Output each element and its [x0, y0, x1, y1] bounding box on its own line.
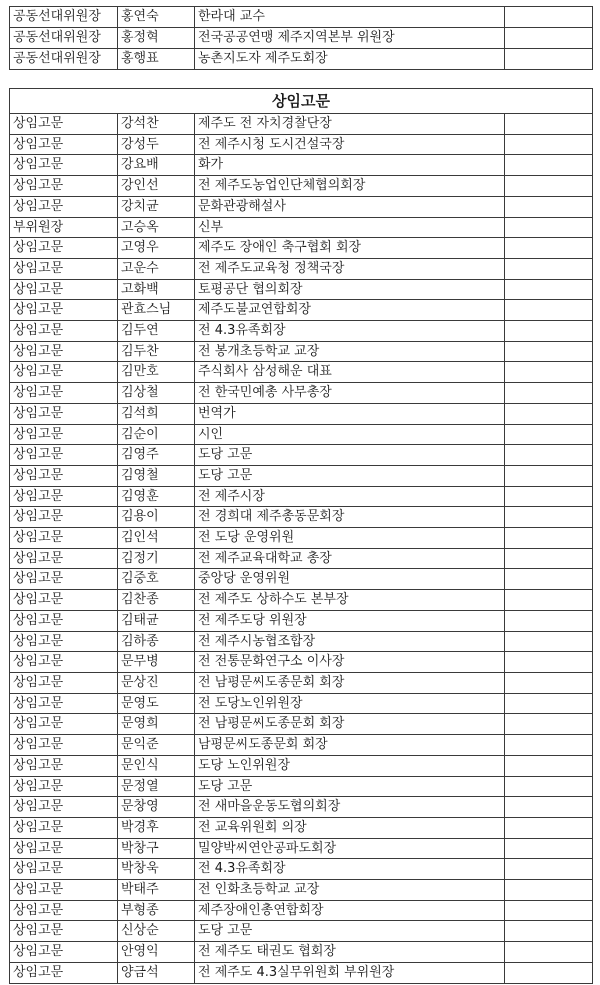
table-row — [10, 445, 593, 466]
name-cell: 김두찬 — [118, 341, 195, 362]
title-cell: 전 남평문씨도종문회 회장 — [195, 672, 505, 693]
note-cell — [505, 300, 593, 321]
name-cell: 신상순 — [118, 921, 195, 942]
name-cell: 박태주 — [118, 880, 195, 901]
role-cell: 상임고문 — [10, 548, 118, 569]
table-row — [10, 217, 593, 238]
table-row — [10, 921, 593, 942]
role-cell: 상임고문 — [10, 590, 118, 611]
title-cell: 전 전통문화연구소 이사장 — [195, 652, 505, 673]
note-cell — [505, 445, 593, 466]
role-cell: 공동선대위원장 — [10, 28, 118, 49]
note-cell — [505, 403, 593, 424]
name-cell: 김인석 — [118, 528, 195, 549]
name-cell: 박창욱 — [118, 859, 195, 880]
table-row — [10, 507, 593, 528]
table-row — [10, 714, 593, 735]
title-cell: 도당 고문 — [195, 921, 505, 942]
note-cell — [505, 507, 593, 528]
note-cell — [505, 383, 593, 404]
table-row — [10, 590, 593, 611]
table-row — [10, 652, 593, 673]
name-cell: 문영도 — [118, 693, 195, 714]
note-cell — [505, 797, 593, 818]
table-row — [10, 528, 593, 549]
name-cell: 김상철 — [118, 383, 195, 404]
note-cell — [505, 28, 593, 49]
name-cell: 김태균 — [118, 610, 195, 631]
section-header-row — [10, 89, 593, 114]
note-cell — [505, 714, 593, 735]
title-cell: 전국공공연맹 제주지역본부 위원장 — [195, 28, 505, 49]
title-cell: 전 한국민예총 사무총장 — [195, 383, 505, 404]
table-row — [10, 341, 593, 362]
advisors-table — [9, 88, 593, 984]
title-cell: 전 제주시농협조합장 — [195, 631, 505, 652]
role-cell: 상임고문 — [10, 134, 118, 155]
note-cell — [505, 548, 593, 569]
title-cell: 도당 노인위원장 — [195, 755, 505, 776]
note-cell — [505, 196, 593, 217]
table-row — [10, 755, 593, 776]
table-row — [10, 962, 593, 983]
name-cell: 강성두 — [118, 134, 195, 155]
top-table — [9, 6, 593, 70]
name-cell: 김용이 — [118, 507, 195, 528]
role-cell: 상임고문 — [10, 486, 118, 507]
role-cell: 상임고문 — [10, 465, 118, 486]
table-row — [10, 28, 593, 49]
name-cell: 강석찬 — [118, 114, 195, 135]
role-cell: 상임고문 — [10, 755, 118, 776]
role-cell: 상임고문 — [10, 238, 118, 259]
name-cell: 홍연숙 — [118, 7, 195, 28]
table-row — [10, 880, 593, 901]
title-cell: 도당 고문 — [195, 445, 505, 466]
table-row — [10, 279, 593, 300]
advisors-table-body — [10, 89, 593, 984]
table-row — [10, 49, 593, 70]
table-row — [10, 838, 593, 859]
title-cell: 전 4.3유족회장 — [195, 321, 505, 342]
table-row — [10, 859, 593, 880]
title-cell: 도당 고문 — [195, 465, 505, 486]
role-cell: 상임고문 — [10, 900, 118, 921]
table-row — [10, 672, 593, 693]
title-cell: 남평문씨도종문회 회장 — [195, 735, 505, 756]
role-cell: 상임고문 — [10, 403, 118, 424]
title-cell: 전 제주도 상하수도 본부장 — [195, 590, 505, 611]
title-cell: 화가 — [195, 155, 505, 176]
name-cell: 강치균 — [118, 196, 195, 217]
role-cell: 상임고문 — [10, 279, 118, 300]
table-row — [10, 134, 593, 155]
role-cell: 상임고문 — [10, 672, 118, 693]
note-cell — [505, 341, 593, 362]
title-cell: 전 도당 운영위원 — [195, 528, 505, 549]
role-cell: 상임고문 — [10, 776, 118, 797]
name-cell: 문익준 — [118, 735, 195, 756]
table-row — [10, 817, 593, 838]
title-cell: 번역가 — [195, 403, 505, 424]
role-cell: 상임고문 — [10, 652, 118, 673]
title-cell: 제주도 장애인 축구협회 회장 — [195, 238, 505, 259]
title-cell: 전 도당노인위원장 — [195, 693, 505, 714]
note-cell — [505, 838, 593, 859]
role-cell: 상임고문 — [10, 838, 118, 859]
name-cell: 김영훈 — [118, 486, 195, 507]
note-cell — [505, 362, 593, 383]
role-cell: 상임고문 — [10, 196, 118, 217]
note-cell — [505, 735, 593, 756]
name-cell: 문영희 — [118, 714, 195, 735]
role-cell: 상임고문 — [10, 693, 118, 714]
name-cell: 문상진 — [118, 672, 195, 693]
title-cell: 전 인화초등학교 교장 — [195, 880, 505, 901]
title-cell: 전 남평문씨도종문회 회장 — [195, 714, 505, 735]
name-cell: 김순이 — [118, 424, 195, 445]
role-cell: 상임고문 — [10, 424, 118, 445]
table-row — [10, 942, 593, 963]
role-cell: 상임고문 — [10, 300, 118, 321]
role-cell: 상임고문 — [10, 258, 118, 279]
title-cell: 신부 — [195, 217, 505, 238]
table-row — [10, 7, 593, 28]
note-cell — [505, 610, 593, 631]
table-row — [10, 155, 593, 176]
title-cell: 전 제주도농업인단체협의회장 — [195, 176, 505, 197]
title-cell: 전 봉개초등학교 교장 — [195, 341, 505, 362]
note-cell — [505, 155, 593, 176]
table-row — [10, 693, 593, 714]
title-cell: 전 새마을운동도협의회장 — [195, 797, 505, 818]
title-cell: 토평공단 협의회장 — [195, 279, 505, 300]
name-cell: 김정기 — [118, 548, 195, 569]
name-cell: 관효스님 — [118, 300, 195, 321]
note-cell — [505, 176, 593, 197]
role-cell: 상임고문 — [10, 341, 118, 362]
table-row — [10, 362, 593, 383]
role-cell: 상임고문 — [10, 507, 118, 528]
name-cell: 문인식 — [118, 755, 195, 776]
role-cell: 상임고문 — [10, 880, 118, 901]
name-cell: 김찬종 — [118, 590, 195, 611]
title-cell: 도당 고문 — [195, 776, 505, 797]
note-cell — [505, 238, 593, 259]
title-cell: 시인 — [195, 424, 505, 445]
role-cell: 상임고문 — [10, 942, 118, 963]
table-row — [10, 735, 593, 756]
note-cell — [505, 880, 593, 901]
role-cell: 상임고문 — [10, 962, 118, 983]
title-cell: 전 교육위원회 의장 — [195, 817, 505, 838]
note-cell — [505, 279, 593, 300]
table-row — [10, 465, 593, 486]
title-cell: 전 제주도당 위원장 — [195, 610, 505, 631]
role-cell: 상임고문 — [10, 714, 118, 735]
table-row — [10, 114, 593, 135]
title-cell: 전 4.3유족회장 — [195, 859, 505, 880]
name-cell: 문무병 — [118, 652, 195, 673]
title-cell: 제주도 전 자치경찰단장 — [195, 114, 505, 135]
name-cell: 김만호 — [118, 362, 195, 383]
name-cell: 문정열 — [118, 776, 195, 797]
name-cell: 고승옥 — [118, 217, 195, 238]
note-cell — [505, 693, 593, 714]
name-cell: 김영주 — [118, 445, 195, 466]
name-cell: 박경후 — [118, 817, 195, 838]
role-cell: 상임고문 — [10, 859, 118, 880]
table-row — [10, 300, 593, 321]
note-cell — [505, 755, 593, 776]
note-cell — [505, 7, 593, 28]
role-cell: 상임고문 — [10, 631, 118, 652]
role-cell: 상임고문 — [10, 383, 118, 404]
name-cell: 홍정혁 — [118, 28, 195, 49]
note-cell — [505, 424, 593, 445]
top-table-body — [10, 7, 593, 70]
role-cell: 상임고문 — [10, 528, 118, 549]
role-cell: 상임고문 — [10, 114, 118, 135]
table-row — [10, 424, 593, 445]
note-cell — [505, 900, 593, 921]
role-cell: 상임고문 — [10, 797, 118, 818]
note-cell — [505, 859, 593, 880]
table-row — [10, 238, 593, 259]
title-cell: 문화관광해설사 — [195, 196, 505, 217]
role-cell: 상임고문 — [10, 817, 118, 838]
note-cell — [505, 114, 593, 135]
note-cell — [505, 49, 593, 70]
note-cell — [505, 672, 593, 693]
title-cell: 밀양박씨연안공파도회장 — [195, 838, 505, 859]
table-row — [10, 403, 593, 424]
name-cell: 김하종 — [118, 631, 195, 652]
role-cell: 상임고문 — [10, 176, 118, 197]
name-cell: 고화백 — [118, 279, 195, 300]
name-cell: 문창영 — [118, 797, 195, 818]
title-cell: 제주도불교연합회장 — [195, 300, 505, 321]
table-row — [10, 321, 593, 342]
title-cell: 중앙당 운영위원 — [195, 569, 505, 590]
section-title: 상임고문 — [10, 89, 593, 114]
role-cell: 상임고문 — [10, 321, 118, 342]
role-cell: 상임고문 — [10, 921, 118, 942]
note-cell — [505, 590, 593, 611]
title-cell: 전 제주도 태권도 협회장 — [195, 942, 505, 963]
title-cell: 한라대 교수 — [195, 7, 505, 28]
name-cell: 김두연 — [118, 321, 195, 342]
title-cell: 전 제주도 4.3실무위원회 부위원장 — [195, 962, 505, 983]
table-row — [10, 486, 593, 507]
title-cell: 전 제주시장 — [195, 486, 505, 507]
name-cell: 박창구 — [118, 838, 195, 859]
role-cell: 상임고문 — [10, 735, 118, 756]
table-row — [10, 610, 593, 631]
title-cell: 전 경희대 제주총동문회장 — [195, 507, 505, 528]
note-cell — [505, 652, 593, 673]
name-cell: 고영우 — [118, 238, 195, 259]
name-cell: 강인선 — [118, 176, 195, 197]
note-cell — [505, 321, 593, 342]
note-cell — [505, 465, 593, 486]
note-cell — [505, 631, 593, 652]
role-cell: 상임고문 — [10, 569, 118, 590]
table-row — [10, 196, 593, 217]
name-cell: 김영철 — [118, 465, 195, 486]
role-cell: 상임고문 — [10, 362, 118, 383]
name-cell: 고운수 — [118, 258, 195, 279]
table-row — [10, 176, 593, 197]
note-cell — [505, 776, 593, 797]
note-cell — [505, 258, 593, 279]
note-cell — [505, 921, 593, 942]
role-cell: 상임고문 — [10, 155, 118, 176]
title-cell: 농촌지도자 제주도회장 — [195, 49, 505, 70]
table-row — [10, 569, 593, 590]
title-cell: 전 제주교육대학교 총장 — [195, 548, 505, 569]
table-row — [10, 900, 593, 921]
name-cell: 김중호 — [118, 569, 195, 590]
name-cell: 부형종 — [118, 900, 195, 921]
table-row — [10, 631, 593, 652]
table-row — [10, 548, 593, 569]
name-cell: 홍행표 — [118, 49, 195, 70]
table-row — [10, 258, 593, 279]
note-cell — [505, 962, 593, 983]
note-cell — [505, 486, 593, 507]
role-cell: 상임고문 — [10, 610, 118, 631]
role-cell: 공동선대위원장 — [10, 7, 118, 28]
role-cell: 부위원장 — [10, 217, 118, 238]
table-row — [10, 776, 593, 797]
role-cell: 상임고문 — [10, 445, 118, 466]
note-cell — [505, 817, 593, 838]
title-cell: 전 제주시청 도시건설국장 — [195, 134, 505, 155]
name-cell: 양금석 — [118, 962, 195, 983]
name-cell: 강요배 — [118, 155, 195, 176]
role-cell: 공동선대위원장 — [10, 49, 118, 70]
note-cell — [505, 569, 593, 590]
title-cell: 주식회사 삼성해운 대표 — [195, 362, 505, 383]
name-cell: 김석희 — [118, 403, 195, 424]
title-cell: 전 제주도교육청 정책국장 — [195, 258, 505, 279]
note-cell — [505, 134, 593, 155]
table-row — [10, 797, 593, 818]
note-cell — [505, 942, 593, 963]
name-cell: 안영익 — [118, 942, 195, 963]
title-cell: 제주장애인총연합회장 — [195, 900, 505, 921]
note-cell — [505, 528, 593, 549]
note-cell — [505, 217, 593, 238]
table-row — [10, 383, 593, 404]
